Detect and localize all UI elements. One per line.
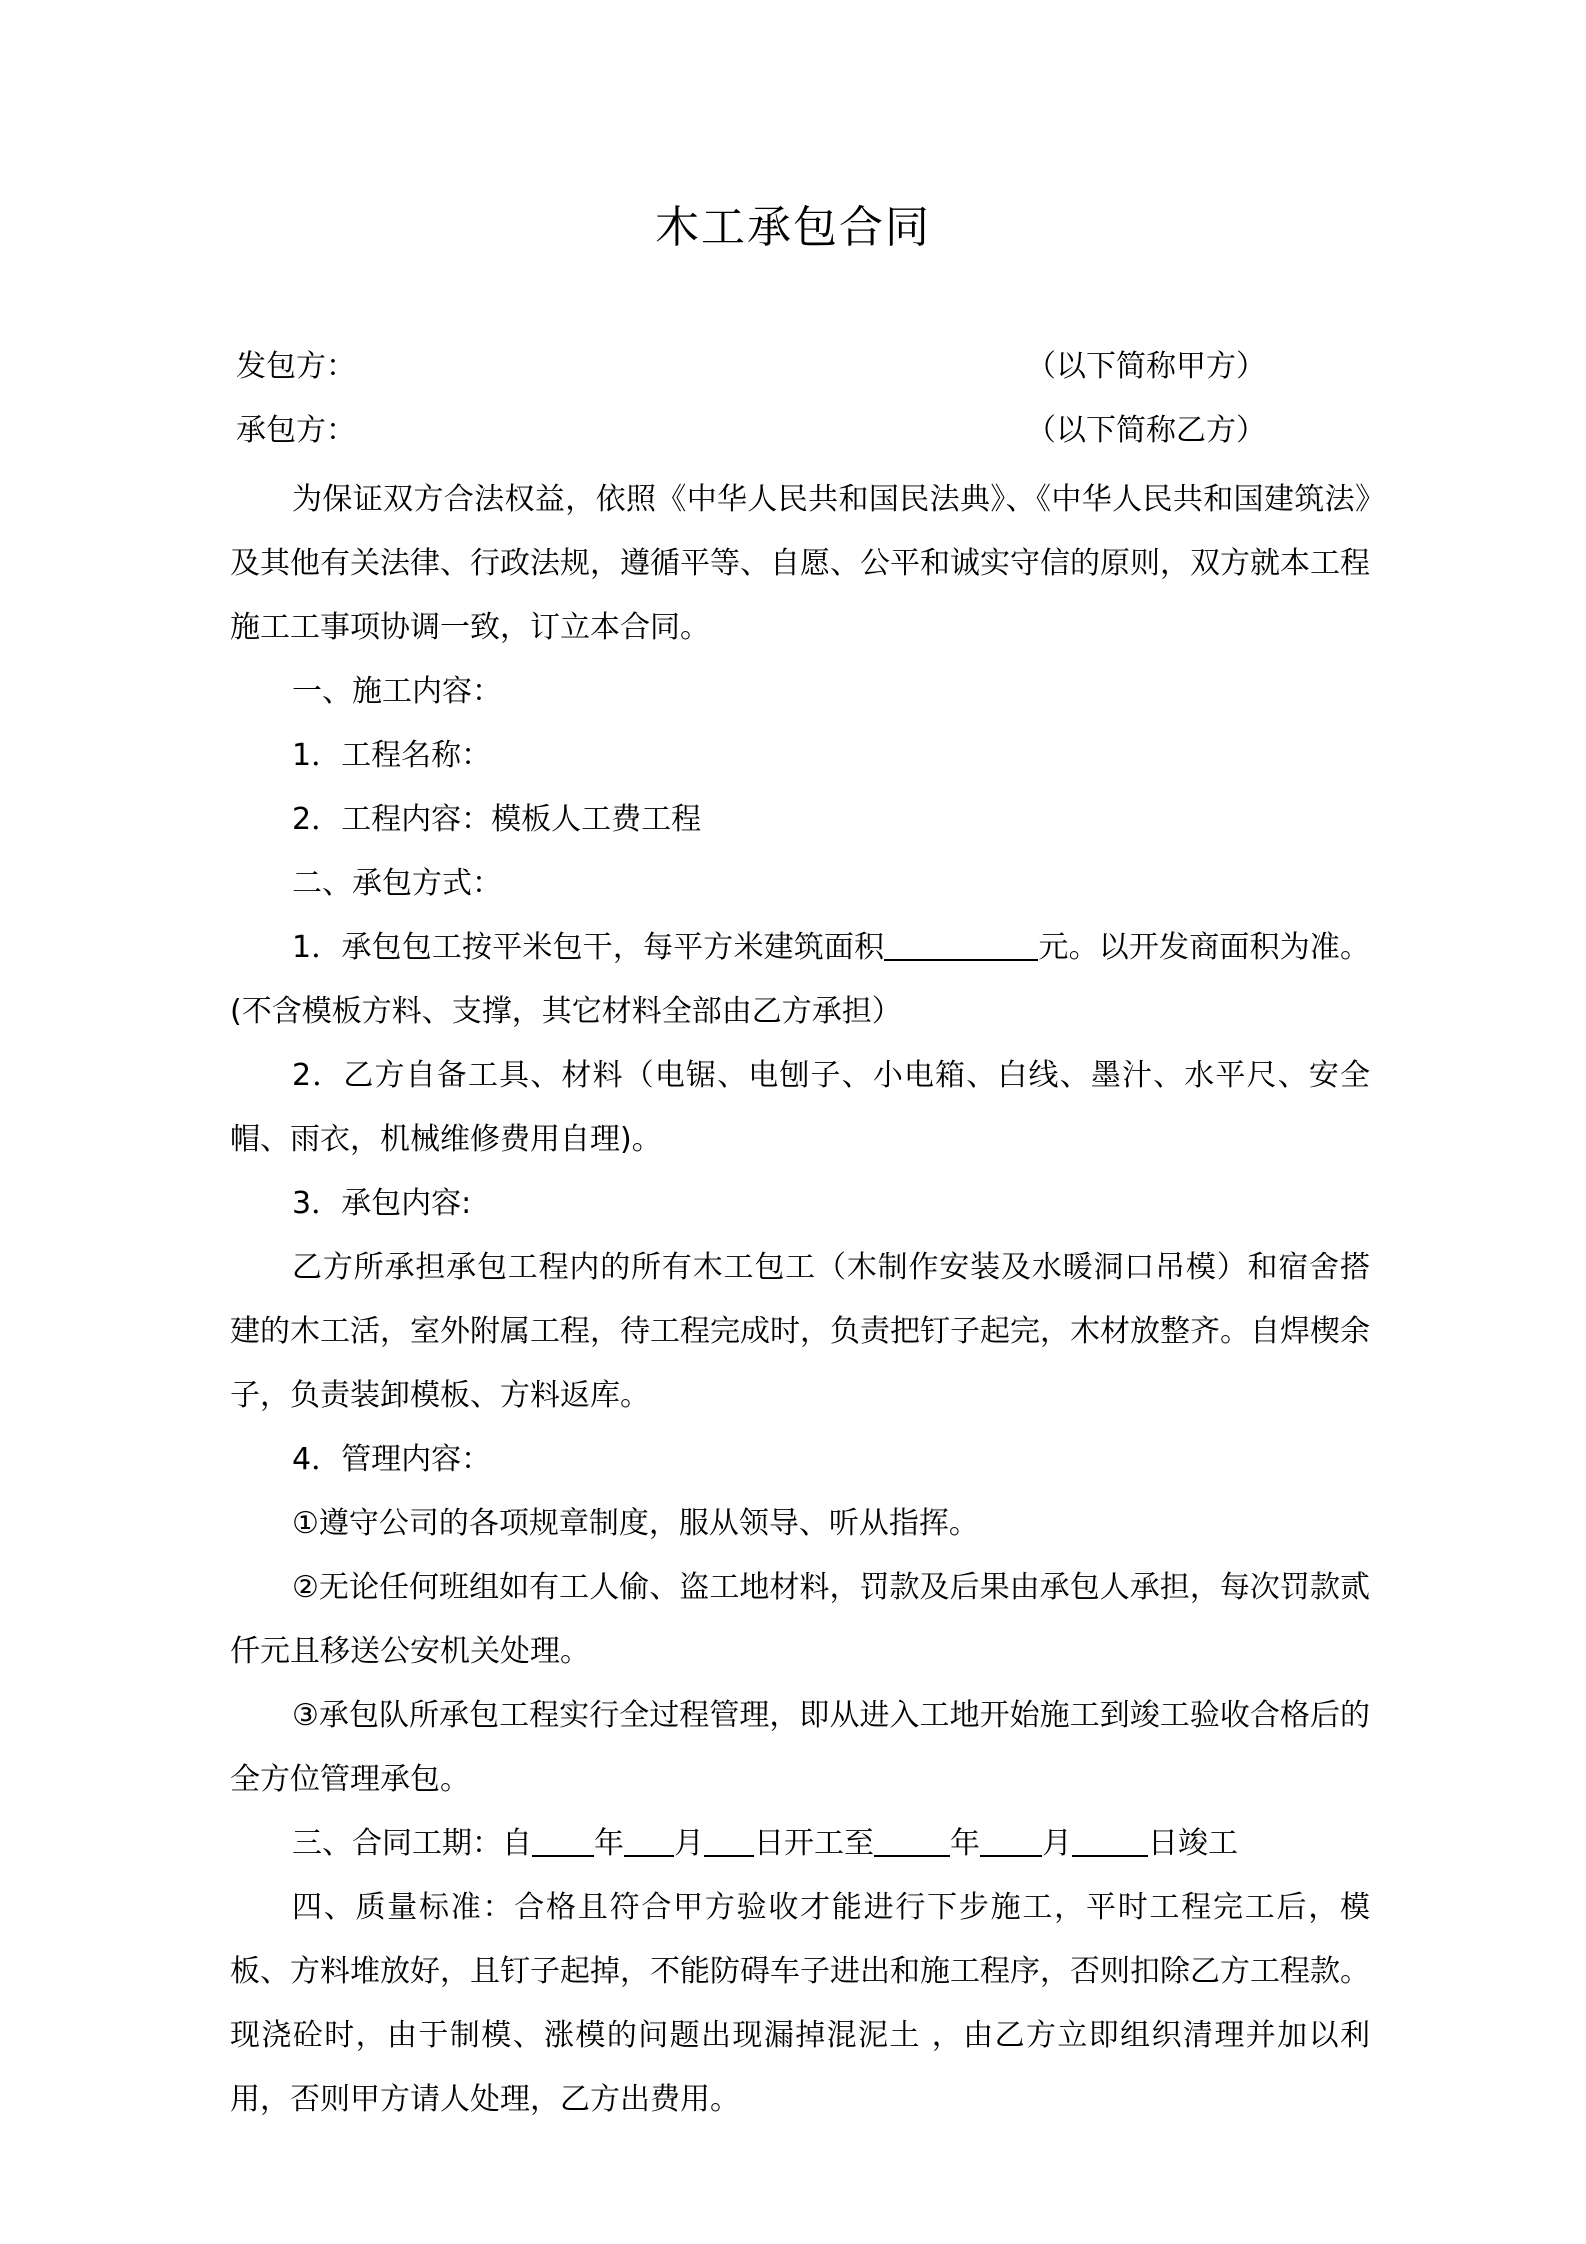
start-day-blank <box>704 1825 754 1857</box>
end-day-label: 日竣工 <box>1148 1826 1238 1861</box>
section-1-heading: 一、施工内容： <box>292 674 502 709</box>
employer-note: （以下简称甲方） <box>1026 349 1266 384</box>
section-2-item-1-post: 元。以开发商面积为准。(不含模板方料、支撑，其它材料全部由乙方承担） <box>230 930 1371 1029</box>
section-1-item-1: 1．工程名称： <box>292 738 492 773</box>
section-2-item-3-body: 乙方所承担承包工程内的所有木工包工（木制作安装及水暖洞口吊模）和宿舍搭建的木工活，室外附属工程，待工程完成时，负责把钉子起完，木材放整齐。自焊楔余子，负责装卸模板、方料返库。 <box>230 1250 1370 1413</box>
section-2-item-1 <box>230 916 1370 1044</box>
section-2-item-4-heading: 4．管理内容： <box>292 1442 492 1477</box>
section-2-item-1-pre: 1．承包包工按平米包干，每平方米建筑面积 <box>292 930 885 965</box>
end-year-blank <box>874 1825 950 1857</box>
section-2-item-2: 2．乙方自备工具、材料（电锯、电刨子、小电箱、白线、墨汁、水平尺、安全帽、雨衣，机械维修费用自理)。 <box>230 1058 1370 1157</box>
start-month-label: 月 <box>674 1826 704 1861</box>
start-day-label: 日开工至 <box>754 1826 874 1861</box>
end-day-blank <box>1072 1825 1148 1857</box>
employer-label: 发包方： <box>236 349 356 384</box>
duration-prefix: 三、合同工期：自 <box>292 1826 532 1861</box>
end-month-label: 月 <box>1042 1826 1072 1861</box>
contractor-line <box>236 406 1266 456</box>
start-year-label: 年 <box>594 1826 624 1861</box>
section-1-item-2: 2．工程内容：模板人工费工程 <box>292 802 702 837</box>
section-2-item-3-heading: 3．承包内容: <box>292 1186 472 1221</box>
section-4-quality: 四、质量标准：合格且符合甲方验收才能进行下步施工，平时工程完工后，模板、方料堆放好，且钉子起掉，不能防碍车子进出和施工程序，否则扣除乙方工程款。现浇砼时，由于制模、涨模的问题出现漏掉混泥土 ，由乙方立即组织清理并加以利用，否则甲方请人处理，乙方出费用。 <box>230 1890 1370 2117</box>
document-title: 木工承包合同 <box>655 202 931 253</box>
contract-body <box>230 468 1370 2132</box>
section-2-heading: 二、承包方式： <box>292 866 502 901</box>
contractor-label: 承包方： <box>236 413 356 448</box>
section-2-item-4-c: ③承包队所承包工程实行全过程管理，即从进入工地开始施工到竣工验收合格后的全方位管理承包。 <box>230 1698 1370 1797</box>
start-year-blank <box>532 1825 594 1857</box>
contractor-note: （以下简称乙方） <box>1026 413 1266 448</box>
end-year-label: 年 <box>950 1826 980 1861</box>
section-2-item-4-b: ②无论任何班组如有工人偷、盗工地材料，罚款及后果由承包人承担，每次罚款贰仟元且移送公安机关处理。 <box>230 1570 1370 1669</box>
price-blank <box>884 929 1038 961</box>
section-3-duration <box>230 1812 1370 1876</box>
preamble-paragraph: 为保证双方合法权益，依照《中华人民共和国民法典》、《中华人民共和国建筑法》及其他有关法律、行政法规，遵循平等、自愿、公平和诚实守信的原则，双方就本工程施工工事项协调一致，订立本合同。 <box>230 482 1370 645</box>
employer-line <box>236 342 1266 392</box>
start-month-blank <box>624 1825 674 1857</box>
section-2-item-4-a: ①遵守公司的各项规章制度，服从领导、听从指挥。 <box>292 1506 979 1541</box>
end-month-blank <box>980 1825 1042 1857</box>
